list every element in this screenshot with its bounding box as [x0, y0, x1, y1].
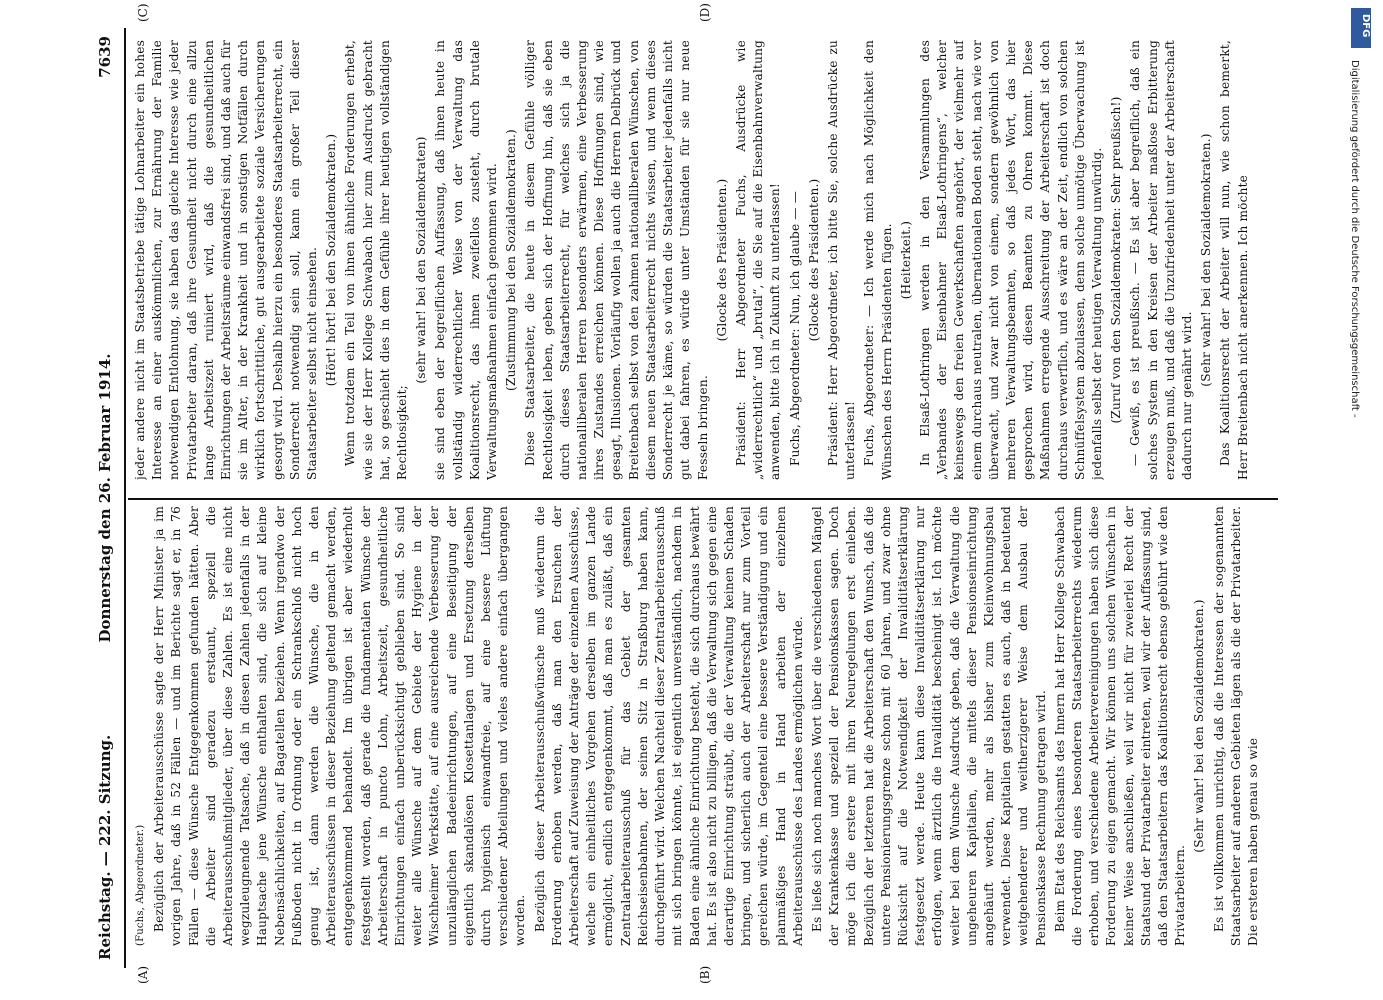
paragraph: Diese Staatsarbeiter, die heute in diesem Gefühle völliger Rechtlosigkeit leben, geben sich der Hoffnung hin, daß sie eben durch dieses Staatsarbeiterrecht, für welches sich ja die nationalliberalen Herren besonders erwärmen, eine Verbesserung ihres Zustandes erreichen können. Diese Hoffnungen sind, wie gesagt, Illusionen. Vorläufig wollen ja auch die Herren Delbrück und Breitenbach selbst von den zahmen nationalliberalen Wünschen, von diesem neuen Staatsarbeiterrecht nichts wissen, und wenn dieses Sonderrecht je käme, so würden die Staatsarbeiter jedenfalls nicht gut dabei fahren, es würde unter Umständen für sie nur neue Fesseln bringen. — [523, 40, 710, 480]
left-column — [132, 506, 1282, 946]
president-remark: Präsident: Herr Abgeordneter, ich bitte Sie, solche Ausdrücke zu unterlassen! — [825, 40, 858, 480]
paragraph: jeder andere nicht im Staatsbetriebe tätige Lohnarbeiter ein hohes Interesse an einer auskömmlichen, zur Ernährung der Familie notwendigen Entlohnung, sie haben das gleiche Interesse wie jeder Privatarbeiter daran, daß ihre Gesundheit nicht durch eine allzu lange Arbeitszeit ruiniert wird, daß die gesundheitlichen Einrichtungen der Arbeitsräume einwandsfrei sind, und daß auch für sie im Alter, in der Krankheit und in sonstigen Notfällen durch wirklich fortschrittliche, gut ausgearbeitete soziale Versicherungen gesorgt wird. Deshalb hierzu ein besonderes Staatsarbeiterrecht, ein Sonderrecht notwendig sein soll, kann ein großer Teil dieser Staatsarbeiter selbst nicht einsehen. — [133, 40, 320, 480]
interjection: (Zuruf von den Sozialdemokraten: Sehr preußisch!) — [1109, 96, 1124, 424]
column-rule — [128, 498, 1278, 500]
paragraph: Das Koalitionsrecht der Arbeiter will nun, wie schon bemerkt, Herr Breitenbach nicht anerkennen. Ich möchte — [1218, 40, 1250, 480]
header-date: Donnerstag den 26. Februar 1914. — [96, 353, 114, 643]
interjection: (Sehr wahr! bei den Sozialdemokraten.) — [1192, 599, 1207, 853]
interjection: (Glocke des Präsidenten.) — [714, 178, 729, 342]
interjection: (Heiterkeit.) — [898, 220, 913, 300]
margin-marker-c: (C) — [136, 3, 150, 22]
paragraph: Es ließe sich noch manches Wort über die verschiedenen Mängel der Krankenkasse und speziell der Pensionskassen sagen. Doch möge ich die erstere mit ihren Neuregelungen erst einleben. Bezüglich der letzteren hat die Arbeiterschaft den Wunsch, daß die untere Pensionierungsgrenze schon mit 60 Jahren, und zwar ohne Rücksicht auf die Notwendigkeit der Invaliditätserklärung festgesetzt werde. Heute kann diese Invaliditätserklärung nur erfolgen, wenn ärztlich die Invalidität bescheinigt ist. Ich möchte weiter bei dem Wunsche Ausdruck geben, daß die Verwaltung die ungeheuren Kapitalien, die mittels dieser Pensionseinrichtung angehäuft werden, mehr als bisher zum Kleinwohnungsbau verwendet. Diese Kapitalien gestatten es auch, daß in bedeutend weitgehenderer und weitherzigerer Weise dem Ausbau der Pensionskasse Rechnung getragen wird. — [809, 506, 1048, 946]
paragraph: sie sind eben der begreiflichen Auffassung, daß ihnen heute in vollständig widerrechtlicher Weise von der Verwaltung das Koalitionsrecht, das ihnen zweifellos zusteht, durch brutale Verwaltungsmaßnahmen einfach genommen wird. — [433, 40, 500, 480]
header-left: Reichstag. — 222. Sitzung. — [96, 734, 114, 960]
margin-marker-a: (A) — [136, 965, 150, 984]
speaker-note: (Fuchs, Abgeordneter.) — [135, 824, 146, 946]
paragraph: Beim Etat des Reichsamts des Innern hat Herr Kollege Schwabach die Forderung eines besonderen Staatsarbeiterrechts wiederum erhoben, und verschiedene Arbeitervereinigungen haben sich diese Forderung zu eigen gemacht. Wir können uns solchen Wünschen in keiner Weise anschließen, weil wir nicht für zweierlei Recht der Staatsund der Privatarbeiter eintreten, weil wir der Auffassung sind, daß den Staatsarbeitern das Koalitionsrecht ebenso gebührt wie den Privatarbeitern. — [1052, 506, 1188, 946]
page-number: 7639 — [96, 36, 114, 78]
paragraph: — Gewiß, es ist preußisch. — Es ist aber begreiflich, daß ein solches System in den Kreisen der Arbeiter maßlose Erbitterung erzeugen muß, und daß die Unzufriedenheit unter der Arbeiterschaft dadurch nur genährt wird. — [1128, 40, 1194, 480]
page-header — [88, 28, 122, 968]
interjection: (Hört! hört! bei den Sozialdemokraten.) — [324, 133, 339, 387]
margin-marker-d: (D) — [698, 3, 712, 22]
paragraph: Es ist vollkommen unrichtig, daß die Interessen der sogenannten Staatsarbeiter auf anderen Gebieten lägen als die der Privatarbeiter. Die ersteren haben genau so wie — [1211, 506, 1260, 946]
paragraph: Wenn trotzdem ein Teil von ihnen ähnliche Forderungen erhebt, wie sie der Herr Kollege Schwabach hier zum Ausdruck gebracht hat, so geschieht dies in dem Gefühle ihrer heutigen vollständigen Rechtlosigkeit; — [343, 40, 410, 480]
rotated-page — [88, 3, 1313, 984]
speaker-remark: Fuchs, Abgeordneter: — Ich werde mich nach Möglichkeit den Wünschen des Herrn Präsidenten fügen. — [862, 40, 894, 480]
margin-marker-b: (B) — [698, 965, 712, 984]
paragraph: In Elsaß-Lothringen werden in den Versammlungen des „Verbandes der Eisenbahner Elsaß-Lothringens“, welcher keineswegs den freien Gewerkschaften angehört, der vielmehr auf einem durchaus neutralen, übernationalen Boden steht, nach wie vor überwacht, und zwar nicht von einem, sondern gewöhnlich von mehreren Verwaltungsbeamten, so daß jedes Wort, das hier gesprochen wird, diesen Beamten zu Ohren kommt. Diese Maßnahmen erregende Ausschreitung der Arbeiterschaft ist doch durchaus verwerflich, und es wäre an der Zeit, endlich von solchen Schnüffelsystem abzulassen, denn solche unnötige Überwachung ist jedenfalls selbst der heutigen Verwaltung unwürdig. — [917, 40, 1104, 480]
speaker-remark: Fuchs, Abgeordneter: Nun, ich glaube — — — [787, 191, 802, 466]
interjection: (Zustimmung bei den Sozialdemokraten.) — [504, 129, 519, 391]
header-rule — [124, 28, 126, 968]
dfg-logo: DFG — [1351, 8, 1371, 48]
interjection: (Glocke des Präsidenten.) — [806, 178, 821, 342]
president-remark: Präsident: Herr Abgeordneter Fuchs, Ausdrücke wie „widerrechtlich“ und „brutal“, die Sie auf die Eisenbahnverwaltung anwenden, bitte ich in Zukunft zu unterlassen! — [733, 40, 783, 480]
interjection: (sehr wahr! bei den Sozialdemokraten) — [414, 136, 429, 384]
digitization-credit: Digitalisierung gefördert durch die Deutsche Forschungsgemeinschaft - — [1349, 60, 1360, 418]
paragraph: Bezüglich der Arbeiterausschüsse sagte der Herr Minister ja im vorigen Jahre, daß in 52 Fällen — und im Berichte sagt er, in 76 Fällen — diese Wünsche Entgegenkommen gefunden hätten. Aber die Arbeiter sind geradezu erstaunt, speziell die Arbeiterausschußmitglieder, über diese Zahlen. Es ist eine nicht wegzuleugnende Tatsache, daß in diesen Zahlen jedenfalls in der Hauptsache jene Wünsche enthalten sind, die sich auf kleine Nebensächlichkeiten, auf Bagatellen beziehen. Wenn irgendwo der Fußboden nicht in Ordnung oder ein Schrankschloß nicht hoch genug ist, dann werden die Wünsche, die in den Arbeiterausschüssen in dieser Beziehung geltend gemacht werden, entgegenkommend behandelt. Im übrigen ist aber wiederholt festgestellt worden, daß gerade die fundamentalen Wünsche der Arbeiterschaft in puncto Lohn, Arbeitszeit, gesundheitliche Einrichtungen einfach unberücksichtigt geblieben sind. So sind weiter alle Wünsche auf dem Gebiete der Hygiene in der Wischheimer Werkstätte, auf eine ausreichende Verbesserung der unzulänglichen Badeeinrichtungen, auf eine Beseitigung der eigentlich skandalösen Klosettanlagen und Ersetzung derselben durch hygienisch einwandfreie, auf eine bessere Lüftung verschiedener Abteilungen und vieles andere einfach übergangen worden. — [152, 506, 528, 946]
right-column — [132, 40, 1282, 480]
interjection: (Sehr wahr! bei den Sozialdemokraten.) — [1199, 133, 1214, 387]
paragraph: Bezüglich dieser Arbeiterausschußwünsche muß wiederum die Forderung erhoben werden, daß man den Ersuchen der Arbeiterschaft auf Zuweisung der Anträge der einzelnen Ausschüsse, welche ein einheitliches Vorgehen derselben im ganzen Lande ermöglicht, endlich entgegenkommt, daß man es zuläßt, daß ein Zentralarbeiterausschuß für das Gebiet der gesamten Reichseisenbahnen, der seinen Sitz in Straßburg haben kann, durchgeführt wird. Welchen Nachteil dieser Zentralarbeiterausschuß mit sich bringen könnte, ist eigentlich unverständlich, nachdem in Baden eine ähnliche Einrichtung besteht, die sich durchaus bewährt hat. Es ist also nicht zu billigen, daß die Verwaltung sich gegen eine derartige Einrichtung sträubt, die der Verwaltung keinen Schaden bringen, und sicherlich auch der Arbeiterschaft nur zum Vorteil gereichen würde, im Gegenteil eine bessere Verständigung und ein planmäßiges Hand in Hand arbeiten der einzelnen Arbeiterausschüsse des Landes ermöglichen würde. — [532, 506, 805, 946]
